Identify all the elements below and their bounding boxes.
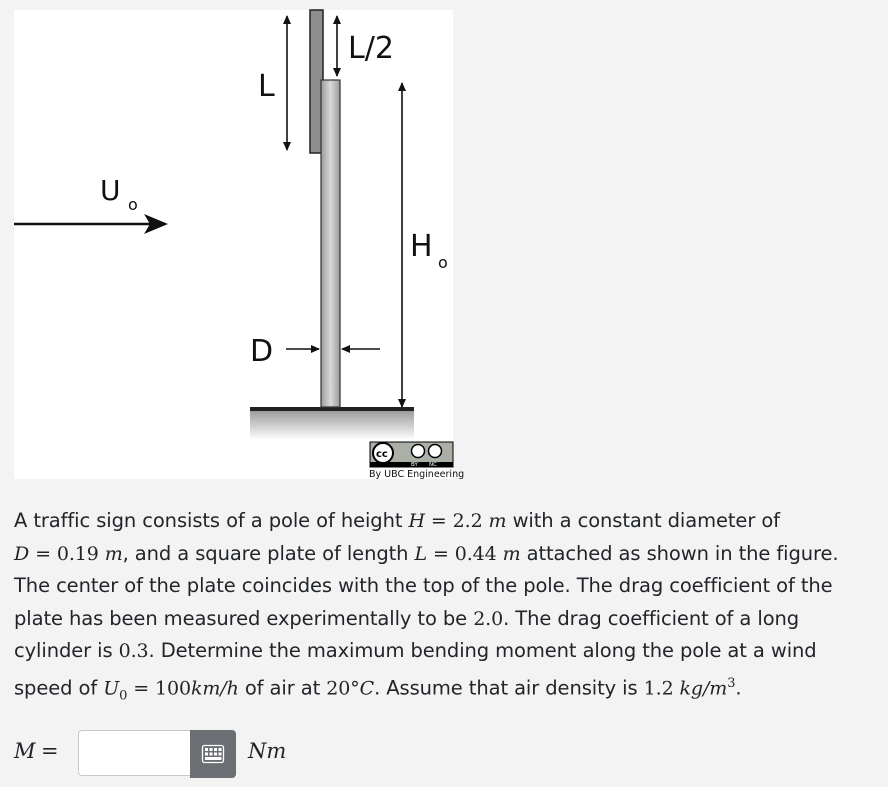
cc-text: cc	[376, 449, 388, 460]
by-text: BY	[411, 462, 418, 468]
unit-rho: kg/m	[679, 677, 728, 699]
answer-row	[14, 730, 414, 778]
unit-d: m	[104, 542, 123, 565]
var-h: H	[408, 510, 425, 532]
text-segment: .	[735, 676, 742, 699]
problem-statement	[14, 505, 876, 712]
pole	[321, 80, 340, 407]
ground-shade	[250, 410, 414, 440]
var-d: D	[14, 542, 30, 565]
velocity-label: U	[100, 174, 121, 207]
unit-h: m	[488, 510, 507, 532]
exp-rho: 3	[727, 675, 736, 691]
val-cd-plate: 2.0	[473, 607, 504, 630]
text-segment: . Assume that air density is	[374, 676, 644, 699]
diameter-label: D	[250, 334, 274, 369]
unit-temp: C	[359, 677, 375, 699]
problem-figure	[14, 10, 465, 480]
answer-equals: =	[41, 739, 59, 763]
by-icon	[412, 445, 425, 458]
length-label: L	[258, 69, 275, 104]
nc-icon	[429, 445, 442, 458]
val-cd-cylinder: 0.3	[118, 640, 149, 662]
text-segment: A traffic sign consists of a pole of height	[14, 509, 409, 532]
answer-variable-label: M	[14, 739, 36, 763]
cc-license-badge	[370, 442, 453, 468]
velocity-subscript: o	[128, 195, 138, 214]
val-rho: 1.2	[643, 677, 680, 699]
text-segment: with a constant diameter of	[506, 509, 780, 532]
text-segment: , and a square plate of length	[122, 541, 415, 565]
traffic-sign-diagram	[14, 10, 465, 480]
nc-text: NC	[429, 462, 437, 468]
val-u: = 100	[127, 677, 191, 699]
val-h: = 2.2	[424, 510, 489, 532]
val-l: = 0.44	[427, 542, 503, 565]
half-length-label: L/2	[348, 31, 394, 66]
sub-u: 0	[119, 687, 128, 703]
text-segment: attached as shown in the figure. The center of the plate coincides with the top of the pole. The drag coefficient of the plate has been measured experimentally to be	[14, 541, 839, 630]
keypad-button[interactable]	[190, 730, 236, 778]
height-label: H	[410, 229, 433, 264]
var-u: U	[103, 677, 120, 699]
answer-unit: Nm	[248, 739, 287, 763]
license-credit: By UBC Engineering	[369, 469, 465, 480]
keypad-icon	[202, 745, 224, 763]
height-subscript: o	[438, 253, 448, 272]
unit-l: m	[502, 542, 521, 565]
val-d: = 0.19	[29, 542, 105, 565]
text-segment: of air at	[238, 676, 327, 699]
answer-input[interactable]	[78, 730, 190, 776]
unit-u: km/h	[190, 677, 239, 699]
text-segment: . Determine the maximum bending moment along the pole at a wind speed of	[14, 639, 817, 699]
val-temp: 20°	[326, 677, 360, 699]
var-l: L	[414, 542, 428, 565]
text-segment: . The drag coefficient of a long cylinder is	[14, 606, 800, 662]
